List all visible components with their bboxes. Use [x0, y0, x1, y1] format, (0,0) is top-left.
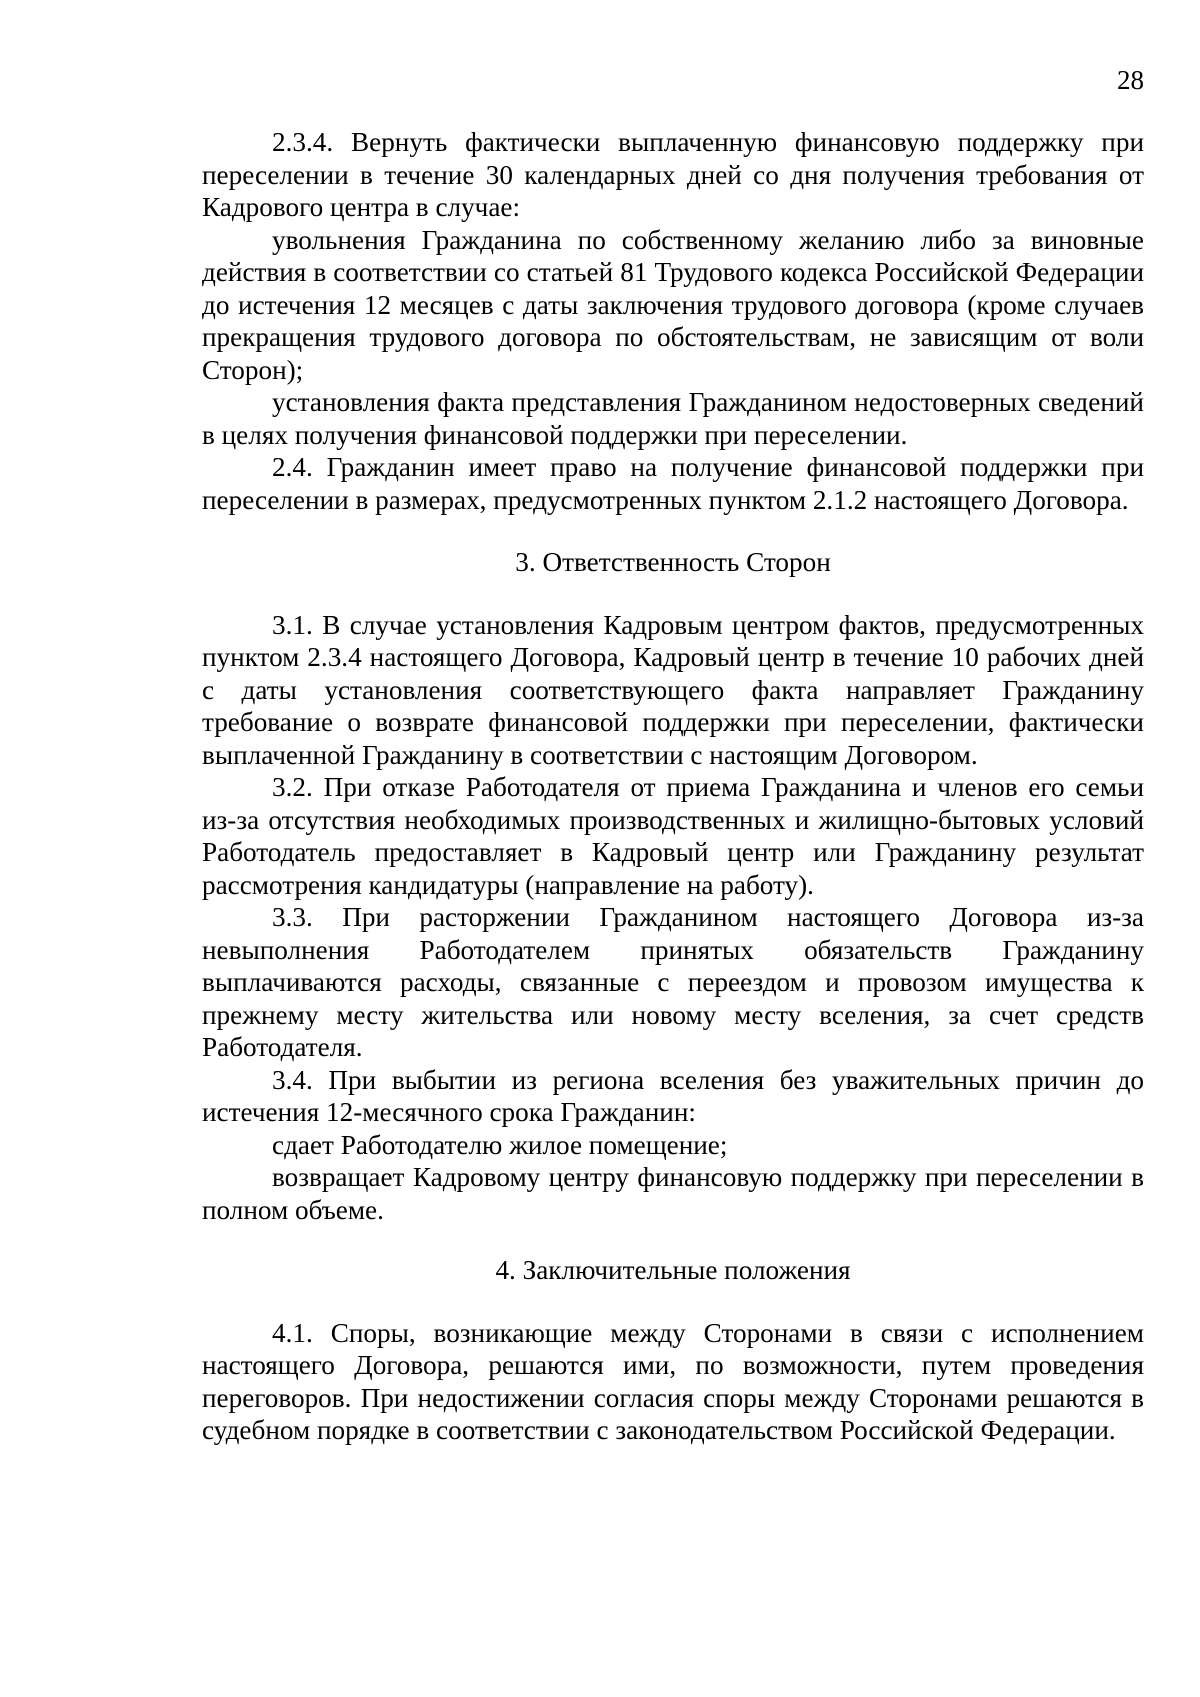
page-number: 28 — [1117, 65, 1144, 95]
document-body — [202, 126, 1144, 1447]
section-3-heading: 3. Ответственность Сторон — [515, 547, 831, 577]
clause-3-4-item-refund: возвращает Кадровому центру финансовую поддержку при переселении в полном объеме. — [202, 1162, 1144, 1225]
clause-2-3-4-case-false-info: установления факта представления Гражданином недостоверных сведений в целях получения финансовой поддержки при переселении. — [202, 387, 1144, 450]
clause-4-1: 4.1. Споры, возникающие между Сторонами в связи с исполнением настоящего Договора, решаются ими, по возможности, путем проведения переговоров. При недостижении согласия споры между Сторонами решаются в судебном порядке в соответствии с законодательством Российской Федерации. — [202, 1317, 1144, 1445]
clause-3-4: 3.4. При выбытии из региона вселения без уважительных причин до истечения 12-месячного срока Гражданин: — [202, 1064, 1144, 1127]
clause-2-3-4: 2.3.4. Вернуть фактически выплаченную финансовую поддержку при переселении в течение 30 календарных дней со дня получения требования от Кадрового центра в случае: — [202, 127, 1144, 222]
clause-3-2: 3.2. При отказе Работодателя от приема Гражданина и членов его семьи из-за отсутствия необходимых производственных и жилищно-бытовых условий Работодатель предоставляет в Кадровый центр или Гражданину результат рассмотрения кандидатуры (направление на работу). — [202, 772, 1144, 900]
clause-2-4: 2.4. Гражданин имеет право на получение финансовой поддержки при переселении в размерах, предусмотренных пунктом 2.1.2 настоящего Договора. — [202, 452, 1144, 515]
clause-3-4-item-housing: сдает Работодателю жилое помещение; — [272, 1129, 728, 1160]
clause-2-3-4-case-dismissal: увольнения Гражданина по собственному желанию либо за виновные действия в соответствии со статьей 81 Трудового кодекса Российской Федерации до истечения 12 месяцев с даты заключения трудового договора (кроме случаев прекращения трудового договора по обстоятельствам, не зависящим от воли Сторон); — [202, 224, 1144, 385]
clause-3-3: 3.3. При расторжении Гражданином настоящего Договора из-за невыполнения Работодателем принятых обязательств Гражданину выплачиваются расходы, связанные с переездом и провозом имущества к прежнему месту жительства или новому месту вселения, за счет средств Работодателя. — [202, 902, 1144, 1062]
section-4-heading: 4. Заключительные положения — [495, 1255, 851, 1285]
clause-3-1: 3.1. В случае установления Кадровым центром фактов, предусмотренных пунктом 2.3.4 настоящего Договора, Кадровый центр в течение 10 рабочих дней с даты установления соответствующего факта направляет Гражданину требование о возврате финансовой поддержки при переселении, фактически выплаченной Гражданину в соответствии с настоящим Договором. — [202, 609, 1144, 770]
